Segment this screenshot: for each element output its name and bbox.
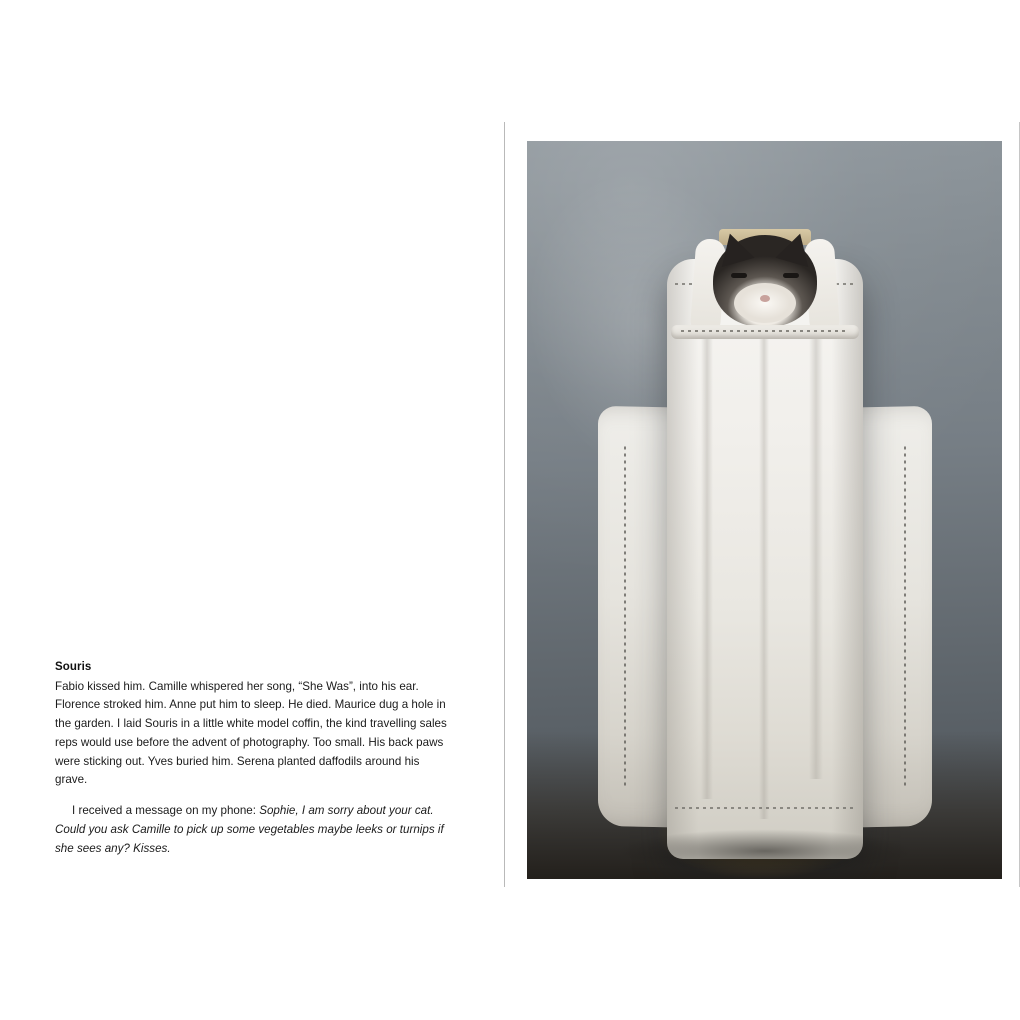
cloth-neck-hem: [671, 325, 859, 339]
cloth-right-stitch-line: [904, 446, 906, 786]
cat-left-eye: [731, 273, 747, 278]
cat-right-eye: [783, 273, 799, 278]
cloth-center-body: [667, 259, 863, 859]
cloth-bottom-hemstitch: [675, 807, 855, 809]
story-paragraph-2-italic: Sophie, I am sorry about your cat. Could you ask Camille to pick up some vegetables maybe leeks or turnips if she sees any? Kisses.: [55, 804, 444, 855]
left-text-page: [0, 0, 504, 1020]
story-title: Souris: [55, 661, 92, 673]
cat-head: [699, 229, 831, 337]
cat-muzzle: [734, 283, 796, 323]
cloth-fold: [701, 319, 713, 799]
cat-nose: [760, 295, 770, 302]
cloth-neck-stitch-line: [681, 330, 849, 332]
story-paragraph-2-lead: I received a message on my phone:: [72, 804, 260, 818]
story-paragraph-2: [55, 802, 450, 858]
story-paragraph-1: Fabio kissed him. Camille whispered her song, “She Was”, into his ear. Florence stroked him. Anne put him to sleep. He died. Maurice dug a hole in the garden. I laid Souris in a little white model coffin, the kind travelling sales reps would use before the advent of photography. Too small. His back paws were sticking out. Yves buried him. Serena planted daffodils around his grave.: [55, 679, 447, 787]
cloth-cast-shadow: [560, 821, 970, 879]
cat-wrapped-in-white-linen-photo: [527, 141, 1002, 879]
cloth-fold: [759, 299, 769, 819]
cat-face: [713, 235, 817, 327]
cloth-fold: [809, 329, 823, 779]
story-text-block: [55, 658, 450, 859]
cloth-left-stitch-line: [624, 446, 626, 786]
white-linen-cloth: [600, 259, 930, 859]
right-photo-page: [505, 0, 1020, 1020]
